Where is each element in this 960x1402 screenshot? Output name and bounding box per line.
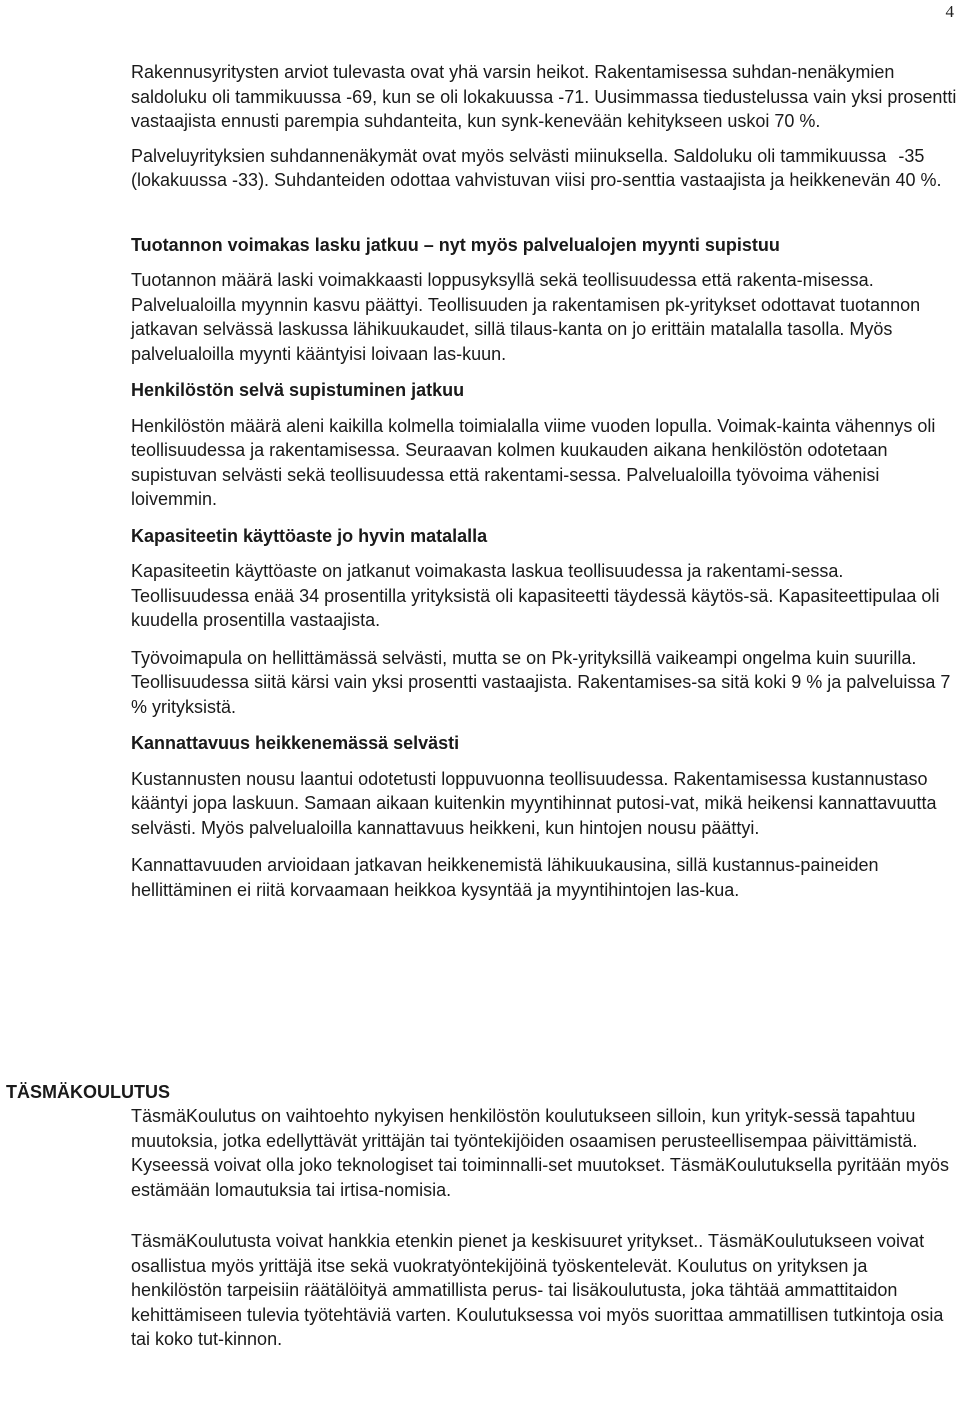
report-body bbox=[131, 60, 957, 902]
paragraph-personnel: Henkilöstön määrä aleni kaikilla kolmella toimialalla viime vuoden lopulla. Voimak-kainta vähennys oli teollisuudessa ja rakentamisessa. Seuraavan kolmen kuukauden aikana henkilöstön odotetaan supistuvan selvästi sekä teollisuudessa että rakentami-sessa. Palvelualoilla työvoima vähenisi loivemmin. bbox=[131, 415, 936, 509]
paragraph-labour-shortage: Työvoimapula on hellittämässä selvästi, mutta se on Pk-yrityksillä vaikeampi ongelma kuin suurilla. Teollisuudessa siitä kärsi vain yksi prosentti vastaajista. Rakentamises-sa sitä koki 9 % ja palveluissa 7 % yrityksistä. bbox=[131, 647, 951, 717]
intro-services-text-b: -35 (lokakuussa -33). Suhdanteiden odottaa vahvistuvan viisi pro-senttia vastaajista ja heikkenevän 40 %. bbox=[131, 145, 942, 190]
heading-personnel: Henkilöstön selvä supistuminen jatkuu bbox=[131, 380, 465, 400]
tasmakoulutus-body bbox=[131, 1104, 957, 1352]
paragraph-tasmakoulutus-eligibility: TäsmäKoulutusta voivat hankkia etenkin pienet ja keskisuuret yritykset.. TäsmäKoulutukseen voivat osallistua myös yrittäjä itse sekä vuokratyöntekijöinä työskentelevät. Koulutus on yrityksen ja henkilöstön tarpeisiin räätälöityä ammatillista perus- tai lisäkoulutusta, joka tähtää ammattitaidon kehittämiseen tulevia työtehtäviä varten. Koulutuksessa voi myös suorittaa ammatillisen tutkintoja osia tai koko tut-kinnon. bbox=[131, 1231, 944, 1349]
intro-paragraph-construction: Rakennusyritysten arviot tulevasta ovat yhä varsin heikot. Rakentamisessa suhdan-nenäkymien saldoluku oli tammikuussa -69, kun se oli lokakuussa -71. Uusimmassa tiedustelussa vain yksi prosentti vastaajista ennusti parempia suhdanteita, kun synk-kenevään kehitykseen uskoi 70 %. bbox=[131, 62, 957, 131]
intro-services-text-a: Palveluyrityksien suhdannenäkymät ovat myös selvästi miinuksella. Saldoluku oli tammikuussa bbox=[131, 145, 887, 166]
paragraph-tasmakoulutus-intro: TäsmäKoulutus on vaihtoehto nykyisen henkilöstön koulutukseen silloin, kun yrityk-sessä tapahtuu muutoksia, jotka edellyttävät yrittäjän tai työntekijöiden osaamisen perusteellisempaa päivittämistä. Kyseessä voivat olla joko teknologiset tai toiminnalli-set muutokset. TäsmäKoulutuksella pyritään myös estämään lomautuksia tai irtisa-nomisia. bbox=[131, 1106, 950, 1200]
section-title-tasmakoulutus: TÄSMÄKOULUTUS bbox=[6, 1082, 170, 1102]
paragraph-profitability-outlook: Kannattavuuden arvioidaan jatkavan heikkenemistä lähikuukausina, sillä kustannus-paineiden hellittäminen ei riitä korvaamaan heikkoa kysyntää ja myyntihintojen las-kua. bbox=[131, 855, 879, 900]
page-number: 4 bbox=[945, 2, 954, 21]
paragraph-production: Tuotannon määrä laski voimakkaasti loppusyksyllä sekä teollisuudessa että rakenta-misessa. Palvelualoilla myynnin kasvu päättyi. Teollisuuden ja rakentamisen pk-yritykset odottavat tuotannon jatkavan selvässä laskussa lähikuukaudet, sillä tilaus-kanta on jo erittäin matalalla tasolla. Myös palvelualoilla myynti kääntyisi loivaan las-kuun. bbox=[131, 270, 921, 364]
intro-paragraph-services bbox=[131, 144, 957, 193]
paragraph-capacity-utilization: Kapasiteetin käyttöaste on jatkanut voimakasta laskua teollisuudessa ja rakentami-sessa. Teollisuudessa enää 34 prosentilla yrityksistä oli kapasiteetti täydessä käytös-sä. Kapasiteettipulaa oli kuudella prosentilla vastaajista. bbox=[131, 561, 940, 630]
heading-profitability: Kannattavuus heikkenemässä selvästi bbox=[131, 733, 460, 753]
heading-capacity: Kapasiteetin käyttöaste jo hyvin matalalla bbox=[131, 525, 488, 546]
heading-production: Tuotannon voimakas lasku jatkuu – nyt myös palvelualojen myynti supistuu bbox=[131, 234, 780, 255]
paragraph-costs: Kustannusten nousu laantui odotetusti loppuvuonna teollisuudessa. Rakentamisessa kustannustaso kääntyi jopa laskuun. Samaan aikaan kuitenkin myyntihinnat putosi-vat, mikä heikensi kannattavuutta selvästi. Myös palvelualoilla kannattavuus heikkeni, kun hintojen nousu päättyi. bbox=[131, 768, 937, 838]
